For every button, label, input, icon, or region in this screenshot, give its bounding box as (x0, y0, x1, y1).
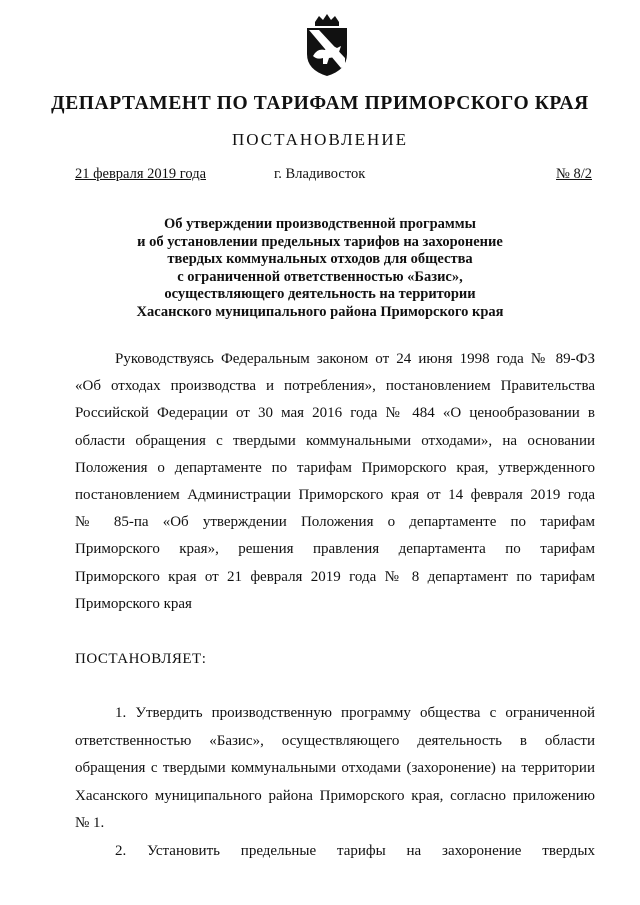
heading-line: осуществляющего деятельность на территории (164, 286, 476, 303)
preamble-line: Приморского края (75, 595, 192, 612)
document-city: г. Владивосток (274, 166, 366, 182)
preamble-line: № 85-па «Об утверждении Положения о департаменте по тарифам (75, 514, 595, 531)
heading-line: Об утверждении производственной программы (164, 216, 476, 232)
preamble-line: Российской Федерации от 30 мая 2016 года № 484 «О ценообразовании в (75, 405, 595, 422)
preamble-paragraph (75, 346, 595, 618)
decree-items (75, 700, 595, 865)
preamble-line: постановлением Администрации Приморского края от 14 февраля 2019 года (75, 486, 595, 503)
coat-of-arms-icon (301, 14, 353, 78)
heading-line: с ограниченной ответственностью «Базис», (177, 268, 463, 285)
preamble-line: Положения о департаменте по тарифам Приморского края, утвержденного (75, 459, 595, 476)
department-title: ДЕПАРТАМЕНТ ПО ТАРИФАМ ПРИМОРСКОГО КРАЯ (51, 93, 589, 114)
item-1-line: № 1. (75, 815, 105, 831)
preamble-line: Приморского края от 21 февраля 2019 года № 8 департамент по тарифам (75, 568, 595, 585)
preamble-line: области обращения с твердыми коммунальными отходами», на основании (75, 432, 595, 449)
decree-word: ПОСТАНОВЛЯЕТ: (75, 651, 207, 667)
document-heading (0, 216, 640, 322)
document-number: № 8/2 (556, 166, 592, 182)
item-1-line: Хасанского муниципального района Приморского края, согласно приложению (75, 787, 595, 804)
document-date: 21 февраля 2019 года (75, 166, 207, 182)
document-type: ПОСТАНОВЛЕНИЕ (231, 130, 408, 149)
preamble-line: Руководствуясь Федеральным законом от 24 июня 1998 года № 89-ФЗ (115, 351, 595, 367)
item-2-line: 2. Установить предельные тарифы на захоронение твердых (115, 842, 595, 859)
heading-line: и об установлении предельных тарифов на захоронение (137, 233, 503, 250)
heading-line: твердых коммунальных отходов для общества (167, 251, 473, 268)
heading-line: Хасанского муниципального района Приморского края (136, 303, 504, 320)
item-1-line: 1. Утвердить производственную программу общества с ограниченной (115, 705, 595, 721)
preamble-line: «Об отходах производства и потребления», постановлением Правительства (75, 378, 595, 395)
preamble-line: Приморского края», решения правления департамента по тарифам (75, 541, 595, 558)
item-1-line: ответственностью «Базис», осуществляющего деятельность в области (75, 732, 595, 749)
item-1-line: обращения с твердыми коммунальными отходами (захоронение) на территории (75, 760, 595, 776)
